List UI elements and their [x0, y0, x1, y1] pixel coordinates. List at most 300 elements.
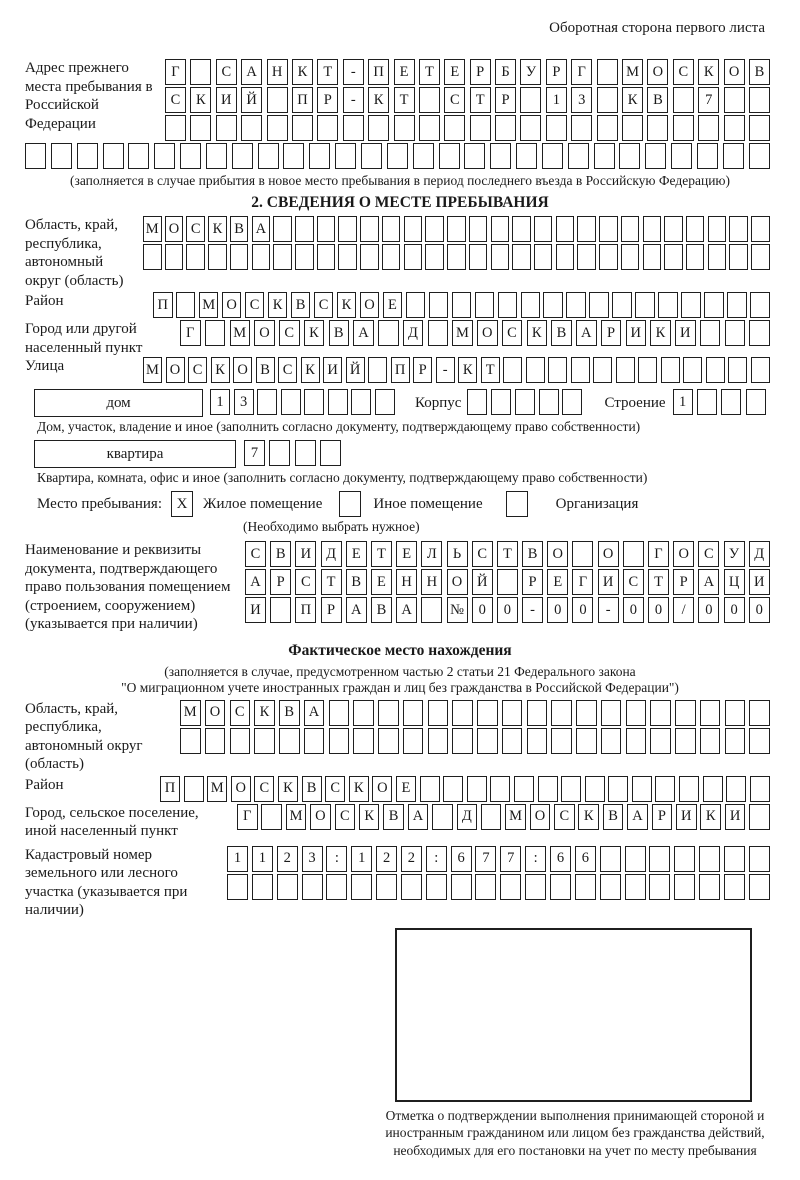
char-cell[interactable]: 1 — [546, 87, 567, 113]
char-cell[interactable]: 0 — [547, 597, 568, 623]
char-cell[interactable] — [467, 776, 487, 802]
char-cell[interactable]: К — [268, 292, 288, 318]
char-cell[interactable] — [258, 143, 279, 169]
char-cell[interactable] — [490, 143, 511, 169]
char-cell[interactable] — [721, 389, 741, 415]
char-cell[interactable] — [273, 216, 292, 242]
char-cell[interactable]: 7 — [500, 846, 521, 872]
char-cell[interactable]: С — [623, 569, 644, 595]
char-cell[interactable]: Е — [346, 541, 367, 567]
checkbox-organization[interactable] — [506, 491, 528, 517]
char-cell[interactable] — [749, 320, 770, 346]
char-cell[interactable] — [597, 87, 618, 113]
char-cell[interactable]: М — [286, 804, 307, 830]
char-cell[interactable]: И — [725, 804, 746, 830]
char-cell[interactable]: О — [673, 541, 694, 567]
char-cell[interactable] — [638, 357, 657, 383]
char-cell[interactable] — [534, 216, 553, 242]
char-cell[interactable]: А — [346, 597, 367, 623]
char-cell[interactable]: Р — [413, 357, 432, 383]
char-cell[interactable]: Г — [648, 541, 669, 567]
char-cell[interactable]: О — [233, 357, 252, 383]
char-cell[interactable]: 6 — [550, 846, 571, 872]
char-cell[interactable] — [205, 728, 226, 754]
char-cell[interactable] — [551, 700, 572, 726]
char-cell[interactable] — [378, 728, 399, 754]
char-cell[interactable]: В — [551, 320, 572, 346]
char-cell[interactable]: Т — [481, 357, 500, 383]
char-cell[interactable]: С — [165, 87, 186, 113]
char-cell[interactable] — [750, 292, 770, 318]
char-cell[interactable] — [622, 115, 643, 141]
char-cell[interactable]: Д — [749, 541, 770, 567]
char-cell[interactable] — [444, 115, 465, 141]
char-cell[interactable] — [241, 115, 262, 141]
char-cell[interactable]: И — [675, 320, 696, 346]
char-cell[interactable] — [378, 700, 399, 726]
char-cell[interactable]: Е — [396, 776, 416, 802]
char-cell[interactable] — [703, 776, 723, 802]
char-cell[interactable] — [643, 216, 662, 242]
char-cell[interactable]: : — [525, 846, 546, 872]
char-cell[interactable]: С — [245, 541, 266, 567]
char-cell[interactable] — [749, 874, 770, 900]
char-cell[interactable] — [491, 244, 510, 270]
char-cell[interactable]: Г — [571, 59, 592, 85]
char-cell[interactable]: И — [216, 87, 237, 113]
char-cell[interactable] — [353, 700, 374, 726]
char-cell[interactable]: Р — [652, 804, 673, 830]
document-row-3[interactable] — [245, 597, 770, 623]
prev-address-row-4[interactable] — [25, 143, 770, 169]
char-cell[interactable] — [625, 846, 646, 872]
char-cell[interactable]: К — [700, 804, 721, 830]
char-cell[interactable] — [724, 874, 745, 900]
char-cell[interactable] — [706, 357, 725, 383]
char-cell[interactable] — [571, 115, 592, 141]
char-cell[interactable]: С — [444, 87, 465, 113]
char-cell[interactable] — [726, 776, 746, 802]
char-cell[interactable] — [404, 244, 423, 270]
char-cell[interactable]: В — [749, 59, 770, 85]
char-cell[interactable]: О — [477, 320, 498, 346]
char-cell[interactable] — [728, 357, 747, 383]
char-cell[interactable] — [600, 874, 621, 900]
char-cell[interactable] — [439, 143, 460, 169]
char-cell[interactable] — [351, 389, 371, 415]
cadastral-row-1[interactable] — [227, 846, 770, 872]
char-cell[interactable] — [469, 244, 488, 270]
char-cell[interactable]: П — [153, 292, 173, 318]
char-cell[interactable] — [292, 115, 313, 141]
char-cell[interactable] — [51, 143, 72, 169]
char-cell[interactable] — [577, 244, 596, 270]
char-cell[interactable] — [270, 597, 291, 623]
char-cell[interactable]: Г — [180, 320, 201, 346]
char-cell[interactable] — [452, 292, 472, 318]
char-cell[interactable] — [232, 143, 253, 169]
prev-address-row-3[interactable] — [165, 115, 770, 141]
char-cell[interactable]: К — [359, 804, 380, 830]
char-cell[interactable] — [674, 874, 695, 900]
char-cell[interactable]: Т — [470, 87, 491, 113]
char-cell[interactable]: 1 — [210, 389, 230, 415]
char-cell[interactable] — [708, 244, 727, 270]
char-cell[interactable]: Р — [546, 59, 567, 85]
char-cell[interactable]: 2 — [277, 846, 298, 872]
char-cell[interactable]: К — [190, 87, 211, 113]
char-cell[interactable]: В — [291, 292, 311, 318]
char-cell[interactable] — [279, 728, 300, 754]
char-cell[interactable] — [512, 216, 531, 242]
char-cell[interactable]: В — [256, 357, 275, 383]
char-cell[interactable] — [700, 728, 721, 754]
char-cell[interactable] — [490, 776, 510, 802]
char-cell[interactable] — [317, 115, 338, 141]
char-cell[interactable]: Т — [317, 59, 338, 85]
char-cell[interactable]: Р — [673, 569, 694, 595]
char-cell[interactable]: Ь — [447, 541, 468, 567]
char-cell[interactable]: Т — [497, 541, 518, 567]
char-cell[interactable]: М — [199, 292, 219, 318]
char-cell[interactable] — [729, 244, 748, 270]
char-cell[interactable]: С — [335, 804, 356, 830]
char-cell[interactable] — [335, 143, 356, 169]
char-cell[interactable] — [699, 874, 720, 900]
char-cell[interactable]: 0 — [623, 597, 644, 623]
char-cell[interactable] — [267, 115, 288, 141]
char-cell[interactable] — [304, 389, 324, 415]
char-cell[interactable]: 0 — [698, 597, 719, 623]
char-cell[interactable]: 1 — [351, 846, 372, 872]
char-cell[interactable] — [176, 292, 196, 318]
char-cell[interactable] — [475, 874, 496, 900]
actual-district-row[interactable] — [160, 776, 770, 802]
char-cell[interactable]: С — [254, 776, 274, 802]
char-cell[interactable]: Е — [394, 59, 415, 85]
char-cell[interactable]: А — [245, 569, 266, 595]
char-cell[interactable]: Д — [321, 541, 342, 567]
char-cell[interactable]: С — [230, 700, 251, 726]
char-cell[interactable] — [514, 776, 534, 802]
char-cell[interactable] — [512, 244, 531, 270]
char-cell[interactable]: А — [698, 569, 719, 595]
char-cell[interactable] — [658, 292, 678, 318]
char-cell[interactable]: О — [447, 569, 468, 595]
char-cell[interactable]: М — [505, 804, 526, 830]
char-cell[interactable] — [277, 874, 298, 900]
char-cell[interactable]: 0 — [749, 597, 770, 623]
char-cell[interactable]: Г — [165, 59, 186, 85]
char-cell[interactable]: № — [447, 597, 468, 623]
char-cell[interactable] — [520, 115, 541, 141]
char-cell[interactable]: О — [165, 216, 184, 242]
char-cell[interactable]: 2 — [376, 846, 397, 872]
char-cell[interactable] — [470, 115, 491, 141]
char-cell[interactable] — [724, 115, 745, 141]
char-cell[interactable] — [725, 700, 746, 726]
char-cell[interactable] — [679, 776, 699, 802]
char-cell[interactable]: С — [278, 357, 297, 383]
char-cell[interactable]: Е — [383, 292, 403, 318]
char-cell[interactable]: С — [472, 541, 493, 567]
char-cell[interactable] — [723, 143, 744, 169]
char-cell[interactable]: И — [295, 541, 316, 567]
char-cell[interactable] — [351, 874, 372, 900]
char-cell[interactable] — [481, 804, 502, 830]
char-cell[interactable] — [697, 143, 718, 169]
char-cell[interactable]: К — [292, 59, 313, 85]
char-cell[interactable] — [497, 569, 518, 595]
char-cell[interactable]: П — [295, 597, 316, 623]
char-cell[interactable]: В — [603, 804, 624, 830]
char-cell[interactable] — [704, 292, 724, 318]
char-cell[interactable]: П — [160, 776, 180, 802]
char-cell[interactable] — [419, 115, 440, 141]
char-cell[interactable] — [621, 244, 640, 270]
char-cell[interactable] — [597, 59, 618, 85]
char-cell[interactable] — [543, 292, 563, 318]
char-cell[interactable] — [568, 143, 589, 169]
char-cell[interactable]: 7 — [475, 846, 496, 872]
char-cell[interactable] — [572, 541, 593, 567]
char-cell[interactable]: К — [301, 357, 320, 383]
char-cell[interactable] — [326, 874, 347, 900]
char-cell[interactable]: А — [241, 59, 262, 85]
char-cell[interactable] — [650, 728, 671, 754]
char-cell[interactable] — [601, 728, 622, 754]
char-cell[interactable]: Д — [457, 804, 478, 830]
char-cell[interactable] — [329, 728, 350, 754]
prev-address-row-1[interactable] — [165, 59, 770, 85]
char-cell[interactable]: Й — [241, 87, 262, 113]
char-cell[interactable] — [749, 846, 770, 872]
char-cell[interactable] — [429, 292, 449, 318]
char-cell[interactable]: Е — [444, 59, 465, 85]
char-cell[interactable] — [503, 357, 522, 383]
char-cell[interactable]: А — [576, 320, 597, 346]
char-cell[interactable] — [729, 216, 748, 242]
char-cell[interactable] — [643, 244, 662, 270]
char-cell[interactable]: 0 — [497, 597, 518, 623]
char-cell[interactable]: 1 — [227, 846, 248, 872]
char-cell[interactable] — [538, 776, 558, 802]
char-cell[interactable] — [302, 874, 323, 900]
char-cell[interactable] — [477, 700, 498, 726]
char-cell[interactable]: 7 — [698, 87, 719, 113]
char-cell[interactable] — [521, 292, 541, 318]
char-cell[interactable]: А — [408, 804, 429, 830]
char-cell[interactable] — [477, 728, 498, 754]
district-row[interactable] — [153, 292, 770, 318]
actual-region-row-1[interactable] — [180, 700, 770, 726]
char-cell[interactable]: И — [676, 804, 697, 830]
actual-city-row[interactable] — [237, 804, 770, 830]
char-cell[interactable] — [252, 244, 271, 270]
char-cell[interactable] — [585, 776, 605, 802]
char-cell[interactable] — [751, 244, 770, 270]
char-cell[interactable] — [452, 728, 473, 754]
char-cell[interactable] — [612, 292, 632, 318]
char-cell[interactable]: А — [353, 320, 374, 346]
char-cell[interactable]: П — [391, 357, 410, 383]
char-cell[interactable]: А — [396, 597, 417, 623]
char-cell[interactable]: И — [749, 569, 770, 595]
char-cell[interactable] — [498, 292, 518, 318]
char-cell[interactable]: В — [270, 541, 291, 567]
char-cell[interactable] — [403, 700, 424, 726]
char-cell[interactable] — [227, 874, 248, 900]
char-cell[interactable] — [216, 115, 237, 141]
char-cell[interactable] — [571, 357, 590, 383]
char-cell[interactable] — [671, 143, 692, 169]
char-cell[interactable] — [394, 115, 415, 141]
char-cell[interactable] — [700, 700, 721, 726]
char-cell[interactable] — [548, 357, 567, 383]
char-cell[interactable]: М — [143, 357, 162, 383]
char-cell[interactable]: А — [252, 216, 271, 242]
char-cell[interactable] — [295, 440, 316, 466]
char-cell[interactable] — [647, 115, 668, 141]
char-cell[interactable] — [451, 874, 472, 900]
char-cell[interactable] — [230, 728, 251, 754]
char-cell[interactable]: Р — [495, 87, 516, 113]
char-cell[interactable] — [425, 216, 444, 242]
char-cell[interactable] — [368, 115, 389, 141]
char-cell[interactable] — [655, 776, 675, 802]
char-cell[interactable] — [500, 874, 521, 900]
char-cell[interactable] — [700, 320, 721, 346]
char-cell[interactable] — [750, 776, 770, 802]
char-cell[interactable]: 1 — [252, 846, 273, 872]
char-cell[interactable] — [338, 216, 357, 242]
char-cell[interactable]: Т — [321, 569, 342, 595]
char-cell[interactable]: 7 — [244, 440, 265, 466]
char-cell[interactable] — [526, 357, 545, 383]
char-cell[interactable]: А — [627, 804, 648, 830]
char-cell[interactable]: И — [598, 569, 619, 595]
char-cell[interactable] — [491, 216, 510, 242]
char-cell[interactable] — [724, 87, 745, 113]
char-cell[interactable]: К — [254, 700, 275, 726]
char-cell[interactable]: Т — [371, 541, 392, 567]
char-cell[interactable] — [699, 846, 720, 872]
char-cell[interactable]: О — [254, 320, 275, 346]
char-cell[interactable]: В — [522, 541, 543, 567]
document-row-1[interactable] — [245, 541, 770, 567]
char-cell[interactable] — [751, 357, 770, 383]
char-cell[interactable] — [673, 115, 694, 141]
char-cell[interactable]: Р — [270, 569, 291, 595]
region-row-2[interactable] — [143, 244, 770, 270]
char-cell[interactable] — [428, 700, 449, 726]
cadastral-row-2[interactable] — [227, 874, 770, 900]
char-cell[interactable] — [403, 728, 424, 754]
char-cell[interactable]: С — [186, 216, 205, 242]
char-cell[interactable] — [527, 728, 548, 754]
actual-region-row-2[interactable] — [180, 728, 770, 754]
char-cell[interactable]: Н — [267, 59, 288, 85]
char-cell[interactable]: О — [222, 292, 242, 318]
char-cell[interactable] — [378, 320, 399, 346]
char-cell[interactable]: Л — [421, 541, 442, 567]
char-cell[interactable]: С — [314, 292, 334, 318]
house-number-cells[interactable] — [210, 389, 395, 415]
char-cell[interactable]: 3 — [234, 389, 254, 415]
char-cell[interactable] — [601, 700, 622, 726]
char-cell[interactable] — [725, 728, 746, 754]
char-cell[interactable] — [25, 143, 46, 169]
char-cell[interactable]: В — [346, 569, 367, 595]
char-cell[interactable] — [329, 700, 350, 726]
char-cell[interactable] — [283, 143, 304, 169]
char-cell[interactable] — [452, 700, 473, 726]
char-cell[interactable] — [190, 59, 211, 85]
char-cell[interactable]: К — [211, 357, 230, 383]
char-cell[interactable]: Т — [394, 87, 415, 113]
char-cell[interactable] — [566, 292, 586, 318]
char-cell[interactable] — [664, 244, 683, 270]
char-cell[interactable] — [467, 389, 487, 415]
char-cell[interactable]: Р — [317, 87, 338, 113]
char-cell[interactable] — [749, 700, 770, 726]
char-cell[interactable] — [295, 244, 314, 270]
char-cell[interactable] — [534, 244, 553, 270]
char-cell[interactable] — [447, 244, 466, 270]
char-cell[interactable] — [309, 143, 330, 169]
char-cell[interactable]: М — [452, 320, 473, 346]
char-cell[interactable] — [469, 216, 488, 242]
char-cell[interactable] — [360, 244, 379, 270]
char-cell[interactable] — [165, 115, 186, 141]
char-cell[interactable]: В — [383, 804, 404, 830]
char-cell[interactable] — [190, 115, 211, 141]
char-cell[interactable] — [576, 700, 597, 726]
char-cell[interactable]: О — [360, 292, 380, 318]
char-cell[interactable] — [252, 874, 273, 900]
char-cell[interactable] — [686, 244, 705, 270]
char-cell[interactable] — [368, 357, 387, 383]
char-cell[interactable] — [556, 216, 575, 242]
char-cell[interactable]: Р — [470, 59, 491, 85]
char-cell[interactable]: С — [554, 804, 575, 830]
char-cell[interactable]: Ц — [724, 569, 745, 595]
char-cell[interactable] — [600, 846, 621, 872]
char-cell[interactable] — [626, 700, 647, 726]
char-cell[interactable] — [556, 244, 575, 270]
char-cell[interactable]: - — [343, 59, 364, 85]
char-cell[interactable] — [621, 216, 640, 242]
char-cell[interactable] — [546, 115, 567, 141]
char-cell[interactable] — [625, 874, 646, 900]
char-cell[interactable] — [551, 728, 572, 754]
char-cell[interactable]: К — [208, 216, 227, 242]
char-cell[interactable]: Д — [403, 320, 424, 346]
char-cell[interactable] — [645, 143, 666, 169]
char-cell[interactable]: Г — [572, 569, 593, 595]
char-cell[interactable]: М — [143, 216, 162, 242]
char-cell[interactable] — [577, 216, 596, 242]
char-cell[interactable]: - — [598, 597, 619, 623]
korpus-cells[interactable] — [467, 389, 582, 415]
char-cell[interactable] — [428, 728, 449, 754]
char-cell[interactable] — [673, 87, 694, 113]
city-row[interactable] — [180, 320, 770, 346]
char-cell[interactable]: В — [329, 320, 350, 346]
char-cell[interactable]: Е — [371, 569, 392, 595]
char-cell[interactable]: О — [647, 59, 668, 85]
checkbox-other-premises[interactable] — [339, 491, 361, 517]
